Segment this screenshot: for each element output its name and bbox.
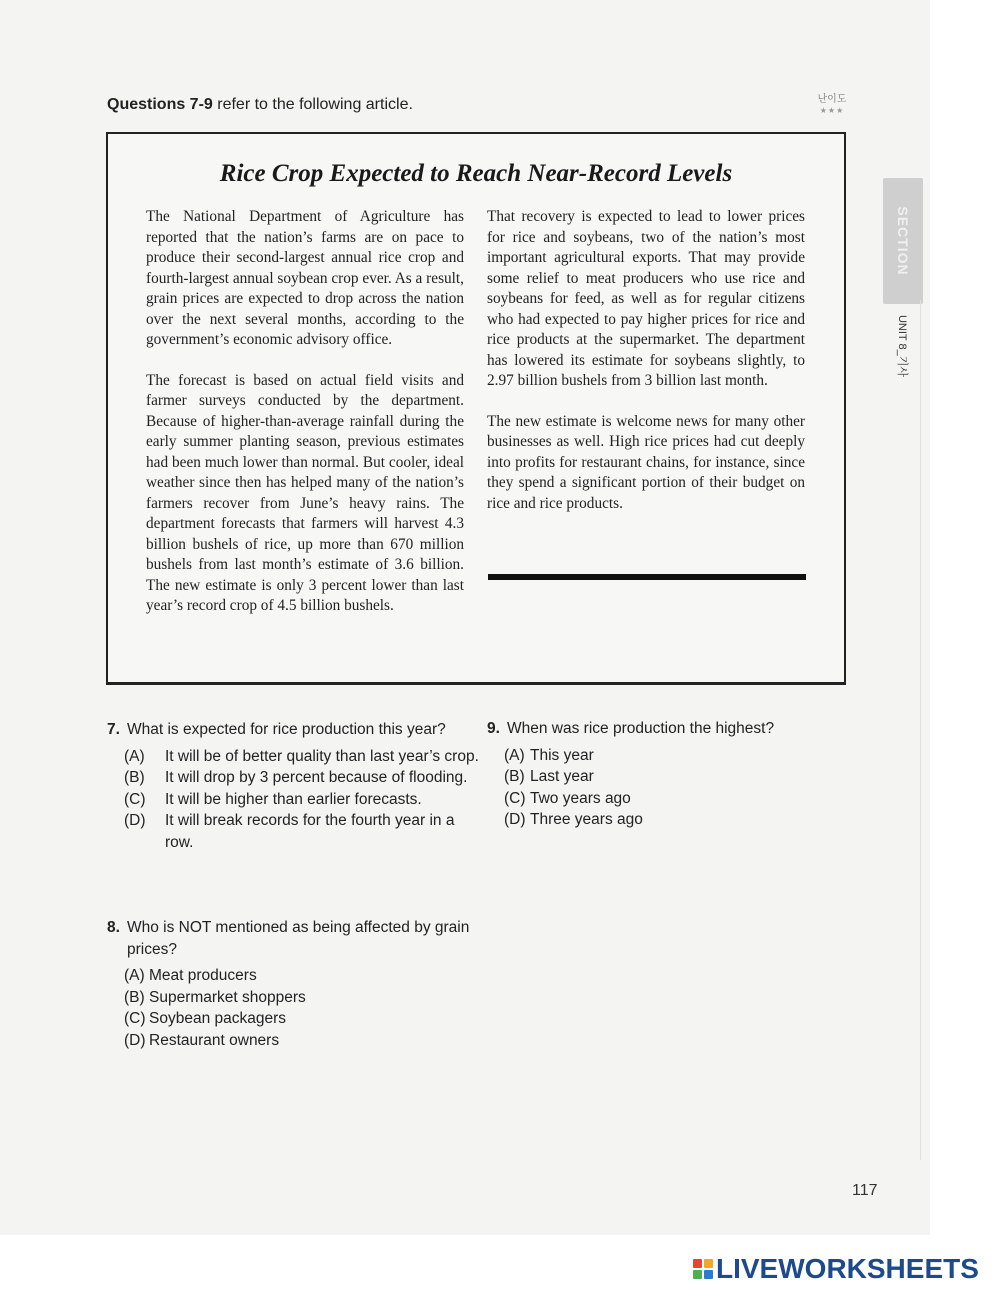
difficulty-indicator: [812, 94, 852, 116]
article-paragraph: The National Department of Agriculture has reported that the nation’s farms are on pace to produce their second-largest annual rice crop and fourth-largest annual soybean crop ever. As a result, grain prices are expected to drop across the nation over the next several months, according to the government’s economic advisory office.: [146, 208, 464, 348]
article-paragraph: The new estimate is welcome news for many other businesses as well. High rice prices had cut deeply into profits for restaurant chains, for instance, since they spend a significant portion of their budget on rice and rice products.: [487, 412, 805, 512]
answer-options: [487, 745, 817, 831]
option-label: (C): [124, 1010, 146, 1027]
question-stem: [107, 719, 479, 741]
answer-option-d[interactable]: [124, 810, 479, 853]
answer-option-c[interactable]: [504, 788, 817, 810]
answer-option-c[interactable]: [124, 789, 479, 811]
difficulty-stars-icon: ★★★: [819, 106, 845, 115]
option-label: (D): [504, 811, 526, 828]
question-9: [487, 718, 817, 831]
option-label: (D): [124, 812, 146, 829]
option-text: It will break records for the fourth year in a row.: [165, 812, 455, 851]
option-text: This year: [530, 746, 594, 764]
answer-option-a[interactable]: [124, 965, 479, 987]
brand-name: LIVEWORKSHEETS: [716, 1253, 979, 1284]
difficulty-label: 난이도: [817, 94, 847, 105]
logo-tile: [704, 1259, 713, 1268]
option-label: (B): [124, 988, 145, 1006]
answer-option-d[interactable]: [124, 1030, 479, 1052]
option-label: (C): [124, 790, 146, 808]
option-text: It will be higher than earlier forecasts.: [165, 790, 422, 808]
answer-option-b[interactable]: [504, 766, 817, 788]
option-text: Restaurant owners: [149, 1031, 280, 1049]
question-stem: [487, 718, 817, 740]
question-text: Who is NOT mentioned as being affected by grain prices?: [127, 919, 470, 958]
option-text: Soybean packagers: [149, 1010, 287, 1027]
answer-options: [107, 746, 479, 854]
answer-option-b[interactable]: [124, 767, 479, 789]
logo-tile: [693, 1270, 702, 1279]
answer-option-a[interactable]: [504, 745, 817, 767]
answer-option-d[interactable]: [504, 809, 817, 831]
option-label: (D): [124, 1031, 146, 1049]
question-7: [107, 719, 479, 853]
intro-text: refer to the following article.: [212, 96, 413, 113]
article-column-right: [487, 207, 805, 534]
answer-option-b[interactable]: [124, 987, 479, 1009]
unit-label: UNIT 8_기사: [896, 314, 908, 378]
answer-option-a[interactable]: [124, 746, 479, 768]
questions-intro: [107, 96, 413, 114]
article-box: [106, 132, 846, 685]
option-text: Supermarket shoppers: [149, 988, 306, 1006]
liveworksheets-brand[interactable]: [693, 1253, 979, 1284]
question-text: What is expected for rice production this year?: [127, 721, 446, 738]
article-paragraph: The forecast is based on actual field visits and farmer surveys conducted by the department. Because of higher-than-average rainfall during the early summer planting season, previous estimates had been much lower than normal. But cooler, ideal weather since then has helped many of the nation’s farmers recover from June’s heavy rains. The department forecasts that farmers will harvest 4.3 billion bushels of rice, up more than 670 million bushels from last month’s estimate of 3.6 billion. The new estimate is only 3 percent lower than last year’s record crop of 4.5 billion bushels.: [146, 371, 464, 614]
logo-tile: [704, 1270, 713, 1279]
article-column-left: [146, 207, 464, 637]
article-paragraph: That recovery is expected to lead to lower prices for rice and soybeans, two of the nation’s most important agricultural exports. That may provide some relief to meat producers who use rice and soybeans for feed, as well as for regular citizens who had expected to pay higher prices for rice and rice products at the supermarket. The department has lowered its estimate for soybeans slightly, to 2.97 billion bushels from 3 billion last month.: [487, 208, 805, 389]
option-text: Three years ago: [530, 811, 643, 828]
option-text: It will be of better quality than last year’s crop.: [165, 747, 479, 765]
question-number: 9.: [487, 720, 500, 737]
option-label: (A): [124, 747, 145, 765]
question-8: [107, 917, 479, 1051]
option-label: (B): [504, 768, 525, 785]
option-label: (B): [124, 769, 145, 786]
option-label: (A): [504, 746, 525, 764]
article-headline: Rice Crop Expected to Reach Near-Record Levels: [219, 160, 733, 187]
page-number: 117: [852, 1182, 878, 1199]
logo-tile: [693, 1259, 702, 1268]
question-number: 8.: [107, 919, 120, 936]
question-stem: [107, 917, 479, 960]
question-number: 7.: [107, 721, 120, 738]
section-tab-label: SECTION: [895, 206, 911, 276]
answer-option-c[interactable]: [124, 1008, 479, 1030]
article-end-rule: [488, 574, 806, 580]
option-text: Meat producers: [149, 967, 257, 984]
answer-options: [107, 965, 479, 1051]
question-text: When was rice production the highest?: [507, 720, 775, 737]
option-label: (A): [124, 967, 145, 984]
liveworksheets-logo-icon: [693, 1259, 713, 1279]
option-text: It will drop by 3 percent because of flooding.: [165, 769, 468, 786]
margin-divider: [920, 300, 921, 1160]
option-text: Two years ago: [530, 789, 631, 807]
intro-question-range: Questions 7-9: [107, 96, 213, 113]
option-text: Last year: [530, 768, 594, 785]
option-label: (C): [504, 789, 526, 807]
